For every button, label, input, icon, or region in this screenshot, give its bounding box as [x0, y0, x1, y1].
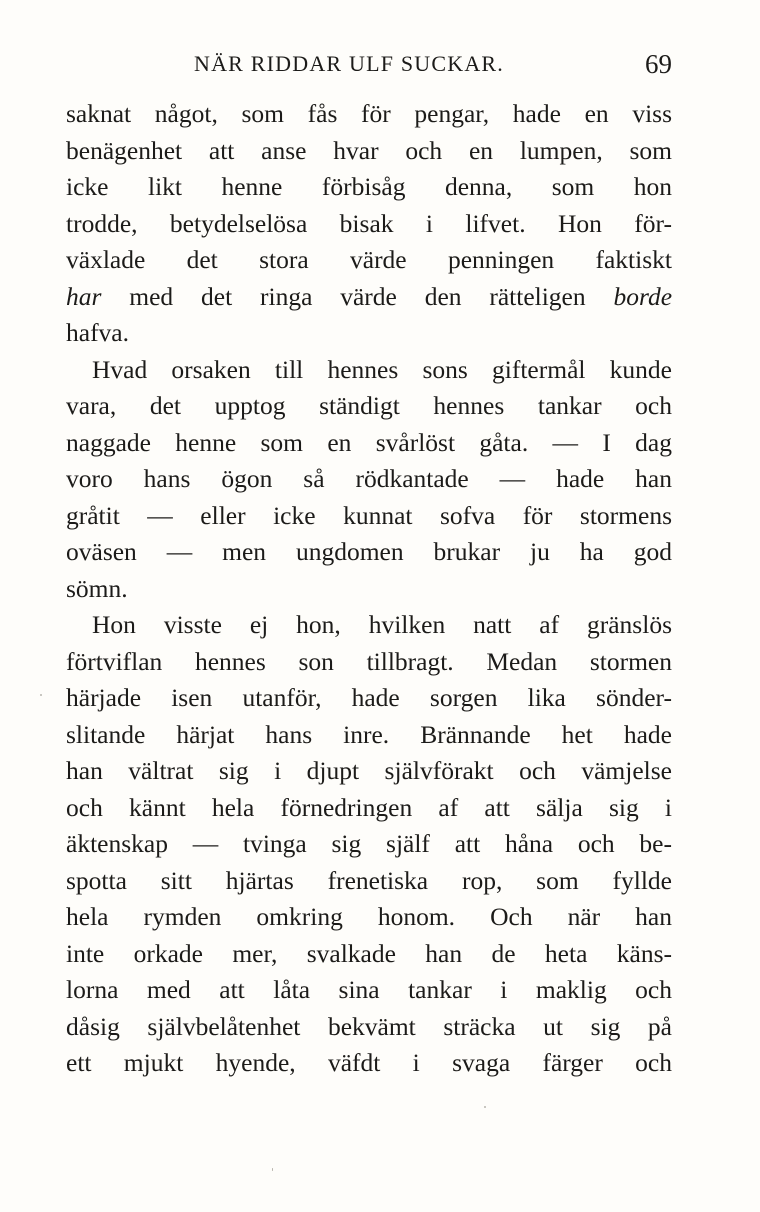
paragraph-start-line: Hvad orsaken till hennes sons giftermål kunde [92, 354, 672, 384]
text-line: trodde, betydelselösa bisak i lifvet. Hon för- [66, 208, 672, 238]
paper-speck [484, 1106, 486, 1108]
text-line: ett mjukt hyende, väfdt i svaga färger och [66, 1048, 672, 1077]
text-line: äktenskap — tvinga sig själf att håna och be- [66, 829, 672, 858]
body-text [66, 96, 672, 1082]
text-line: inte orkade mer, svalkade han de heta käns- [66, 938, 672, 968]
paragraph-start-line: Hon visste ej hon, hvilken natt af gränslös [92, 610, 672, 639]
text-line: förtviflan hennes son tillbragt. Medan stormen [66, 646, 672, 676]
text-line: lorna med att låta sina tankar i maklig och [66, 975, 672, 1004]
italic-word: borde [613, 281, 673, 311]
text-line: naggade henne som en svårlöst gåta. — I dag [66, 427, 672, 457]
italic-word: har [66, 281, 102, 311]
text-line: slitande härjat hans inre. Brännande het hade [66, 719, 672, 749]
text-line: sömn. [66, 573, 128, 603]
text-line: härjade isen utanför, hade sorgen lika sönder- [66, 683, 672, 712]
text-line: vara, det upptog ständigt hennes tankar och [66, 391, 672, 420]
text-line: och kännt hela förnedringen af att sälja sig i [66, 792, 672, 822]
text-line: växlade det stora värde penningen faktiskt [66, 245, 672, 274]
text-line: oväsen — men ungdomen brukar ju ha god [66, 537, 672, 566]
text-line: hafva. [66, 318, 130, 347]
text-line: spotta sitt hjärtas frenetiska rop, som fyllde [66, 865, 672, 895]
text-line: dåsig självbelåtenhet bekvämt sträcka ut sig på [66, 1011, 672, 1041]
text-line: hela rymden omkring honom. Och när han [66, 902, 672, 931]
paper-speck [40, 694, 42, 696]
paper-speck [272, 1168, 273, 1171]
text-line: voro hans ögon så rödkantade — hade han [66, 464, 672, 493]
text-line: benägenhet att anse hvar och en lumpen, som [66, 135, 672, 165]
text-line: icke likt henne förbisåg denna, som hon [66, 172, 672, 201]
text-line: han vältrat sig i djupt självförakt och vämjelse [66, 756, 672, 785]
page-number: 69 [645, 49, 672, 79]
line-fragment: med det ringa värde den rätteligen [129, 281, 586, 311]
page-header [66, 46, 672, 82]
text-line: saknat något, som fås för pengar, hade en viss [66, 99, 672, 128]
text-line-with-italics [66, 279, 672, 316]
text-line: gråtit — eller icke kunnat sofva för stormens [66, 500, 672, 530]
running-title: NÄR RIDDAR ULF SUCKAR. [194, 51, 504, 76]
